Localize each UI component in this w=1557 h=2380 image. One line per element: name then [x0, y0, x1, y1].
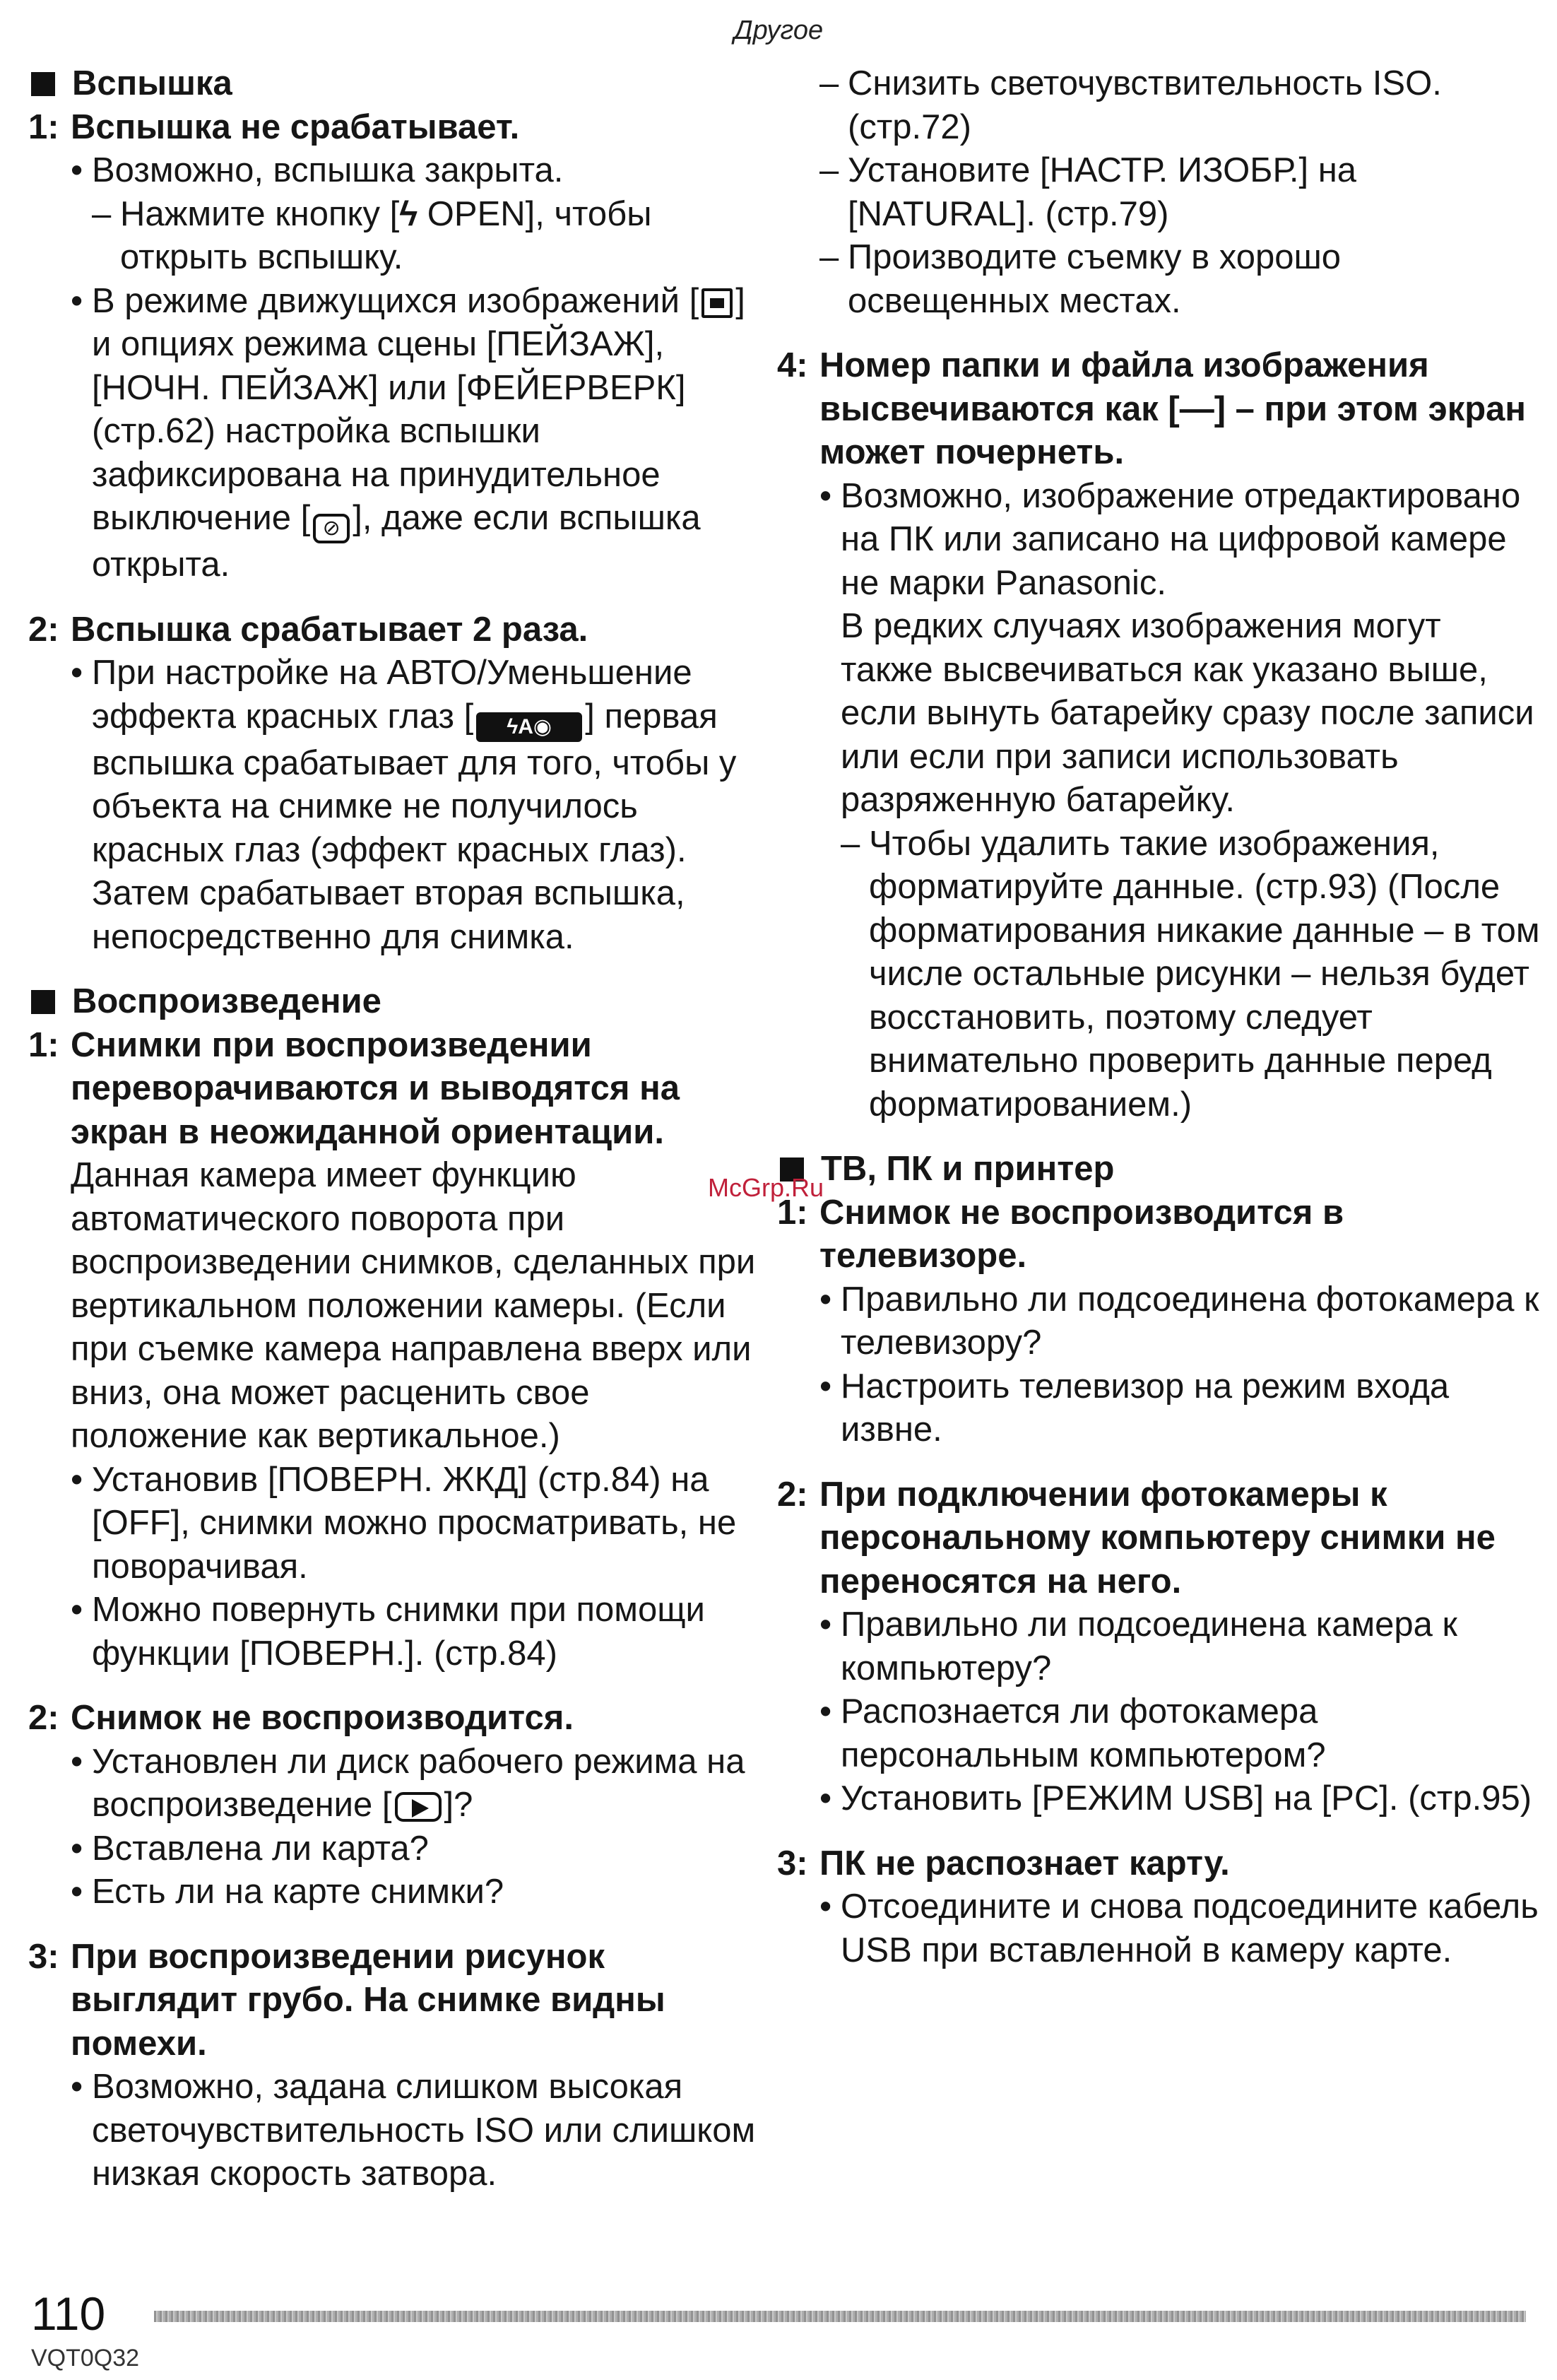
- item-playback-4: [777, 344, 1540, 1126]
- item-number: 1:: [777, 1193, 808, 1232]
- item-question: Снимок не воспроизводится.: [71, 1699, 574, 1737]
- bullet-text: Установлен ли диск рабочего режима на воспроизведение [: [92, 1742, 745, 1824]
- dash-item: – Снизить светочувствительность ISO. (стр.72): [819, 64, 1442, 146]
- item-flash-1: [28, 106, 756, 150]
- bullet: • Возможно, задана слишком высокая светочувствительность ISO или слишком низкая скорость затвора.: [71, 2068, 756, 2193]
- item-number: 1:: [28, 1025, 59, 1064]
- item-question: Снимок не воспроизводится в телевизоре.: [819, 1193, 1344, 1275]
- dash-text: Производите съемку в хорошо освещенных местах.: [848, 238, 1342, 320]
- bullet: • Установить [РЕЖИМ USB] на [PC]. (стр.95): [819, 1779, 1532, 1818]
- item-paragraph: В редких случаях изображения могут также высвечиваться как указано выше, если вынуть батарейку сразу после записи или если при записи использовать разряженную батарейку.: [841, 607, 1534, 819]
- item-question: Номер папки и файла изображения высвечиваются как [—] – при этом экран может почернеть.: [819, 346, 1527, 471]
- dash-item: – Чтобы удалить такие изображения, форматируйте данные. (стр.93) (После форматирования никакие данные – в том числе остальные рисунки – нельзя будет восстановить, поэтому следует внимательно проверить данные перед форматированием.): [841, 824, 1540, 1124]
- bullet-text: Распознается ли фотокамера персональным компьютером?: [841, 1692, 1326, 1774]
- item-number: 3:: [28, 1937, 59, 1976]
- bullet-text: Есть ли на карте снимки?: [92, 1873, 504, 1911]
- bullet: • Правильно ли подсоединена фотокамера к телевизору?: [819, 1280, 1539, 1362]
- flash-bolt-icon: ϟ: [399, 194, 418, 233]
- watermark: McGrp.Ru: [708, 1173, 824, 1202]
- flash-off-icon: ⊘: [313, 514, 350, 543]
- bullet-text: Настроить телевизор на режим входа извне.: [841, 1367, 1450, 1449]
- document-code: VQT0Q32: [31, 2345, 140, 2372]
- bullet-text: Правильно ли подсоединена фотокамера к телевизору?: [841, 1280, 1539, 1362]
- motion-picture-icon: [701, 288, 733, 318]
- bullet-text: Возможно, изображение отредактировано на ПК или записано на цифровой камере не марки Panasonic.: [841, 476, 1521, 602]
- section-title: ТВ, ПК и принтер: [821, 1150, 1115, 1188]
- bullet: • Вставлена ли карта?: [71, 1829, 429, 1868]
- right-column: [777, 62, 1540, 1972]
- item-tv-1: [777, 1191, 1540, 1452]
- dash-text: OPEN], чтобы открыть вспышку.: [120, 194, 652, 276]
- bullet: • Распознается ли фотокамера персональным компьютером?: [819, 1692, 1326, 1774]
- item-number: 2:: [777, 1475, 808, 1514]
- bullet-text: Установить [РЕЖИМ USB] на [PC]. (стр.95): [841, 1779, 1532, 1818]
- section-title: Воспроизведение: [72, 982, 381, 1020]
- item-question: Вспышка не срабатывает.: [71, 107, 520, 146]
- left-column: [28, 62, 756, 2196]
- item-tv-3: [777, 1842, 1540, 1973]
- bullet-text: ] и опциях режима сцены [ПЕЙЗАЖ], [НОЧН. ПЕЙЗАЖ] или [ФЕЙЕРВЕРК] (стр.62) настройка вспышки зафиксирована на принудительное выключение [: [92, 281, 745, 537]
- bullet-text: Можно повернуть снимки при помощи функции [ПОВЕРН.]. (стр.84): [92, 1591, 705, 1673]
- bullet-text: ], даже если вспышка открыта.: [92, 499, 701, 584]
- item-playback-2: [28, 1697, 756, 1914]
- item-number: 2:: [28, 1699, 59, 1737]
- bullet: • Есть ли на карте снимки?: [71, 1873, 504, 1911]
- bullet-text: В режиме движущихся изображений [: [92, 281, 699, 320]
- item-paragraph: Данная камера имеет функцию автоматического поворота при воспроизведении снимков, сделанных при вертикальном положении камеры. (Если при съемке камера направлена вверх или вниз, она может расценить свое положение как вертикальное.): [71, 1156, 756, 1455]
- item-flash-2: [28, 608, 756, 960]
- section-tv-pc-printer: [777, 1148, 1540, 1191]
- bullet-text: ]?: [444, 1786, 473, 1824]
- auto-redeye-icon: ϟA◉: [476, 712, 582, 742]
- bullet: • Возможно, изображение отредактировано на ПК или записано на цифровой камере не марки Panasonic.: [819, 476, 1521, 602]
- dash-item: – Установите [НАСТР. ИЗОБР.] на [NATURAL]. (стр.79): [819, 151, 1357, 233]
- dash-item: – Нажмите кнопку [ϟ OPEN], чтобы открыть вспышку.: [92, 194, 652, 276]
- bullet-text: При настройке на АВТО/Уменьшение эффекта красных глаз [: [92, 654, 692, 736]
- item-number: 3:: [777, 1844, 808, 1883]
- bullet: • Настроить телевизор на режим входа извне.: [819, 1367, 1450, 1449]
- item-number: 2:: [28, 610, 59, 649]
- item-playback-1: [28, 1024, 756, 1676]
- bullet-text: Установив [ПОВЕРН. ЖКД] (стр.84) на [OFF], снимки можно просматривать, не поворачивая.: [92, 1460, 737, 1586]
- bullet-text: Вставлена ли карта?: [92, 1829, 429, 1868]
- page-header: Другое: [733, 16, 824, 45]
- section-flash: [28, 62, 756, 106]
- bullet: • Отсоедините и снова подсоедините кабель USB при вставленной в камеру карте.: [819, 1887, 1539, 1969]
- section-marker-icon: [31, 990, 55, 1014]
- bullet: • Установив [ПОВЕРН. ЖКД] (стр.84) на [OFF], снимки можно просматривать, не поворачивая.: [71, 1460, 737, 1586]
- dash-text: Установите [НАСТР. ИЗОБР.] на [NATURAL]. (стр.79): [848, 151, 1357, 233]
- dash-item: – Производите съемку в хорошо освещенных местах.: [819, 238, 1342, 320]
- bullet: • В режиме движущихся изображений [ ] и опциях режима сцены [ПЕЙЗАЖ], [НОЧН. ПЕЙЗАЖ] или [ФЕЙЕРВЕРК] (стр.62) настройка вспышки зафиксирована на принудительное выключение [ ⊘ ], даже если вспышка открыта.: [71, 281, 745, 584]
- item-number: 4:: [777, 346, 808, 384]
- dash-text: Чтобы удалить такие изображения, форматируйте данные. (стр.93) (После форматирования никакие данные – в том числе остальные рисунки – нельзя будет восстановить, поэтому следует внимательно проверить данные перед форматированием.): [869, 824, 1540, 1124]
- playback-icon: [395, 1792, 442, 1822]
- section-playback: [28, 980, 756, 1024]
- bullet-text: Возможно, задана слишком высокая светочувствительность ISO или слишком низкая скорость затвора.: [92, 2068, 756, 2193]
- bullet-text: Возможно, вспышка закрыта.: [92, 151, 564, 189]
- bullet-text: Правильно ли подсоединена камера к компьютеру?: [841, 1606, 1457, 1687]
- footer-rule: [154, 2311, 1526, 2322]
- dash-text: Нажмите кнопку [: [120, 194, 400, 233]
- item-question: ПК не распознает карту.: [819, 1844, 1230, 1883]
- item-tv-2: [777, 1473, 1540, 1821]
- item-playback-3: [28, 1936, 756, 2196]
- bullet: • Возможно, вспышка закрыта.: [71, 151, 564, 189]
- item-question: При воспроизведении рисунок выглядит грубо. На снимке видны помехи.: [71, 1937, 665, 2063]
- item-flash-1-body: [28, 149, 756, 587]
- dash-text: Снизить светочувствительность ISO. (стр.72): [848, 64, 1442, 146]
- bullet: • Правильно ли подсоединена камера к компьютеру?: [819, 1606, 1457, 1687]
- bullet: • Можно повернуть снимки при помощи функции [ПОВЕРН.]. (стр.84): [71, 1591, 705, 1673]
- section-marker-icon: [31, 72, 55, 96]
- item-question: Вспышка срабатывает 2 раза.: [71, 610, 588, 649]
- item-question: При подключении фотокамеры к персональному компьютеру снимки не переносятся на него.: [819, 1475, 1496, 1601]
- bullet: • При настройке на АВТО/Уменьшение эффекта красных глаз [ ϟA◉ ] первая вспышка срабатывает для того, чтобы у объекта на снимке не получилось красных глаз (эффект красных глаз). Затем срабатывает вторая вспышка, непосредственно для снимка.: [71, 654, 737, 956]
- item-question: Снимки при воспроизведении переворачиваются и выводятся на экран в неожиданной ориентации.: [71, 1025, 680, 1151]
- section-title: Вспышка: [72, 64, 232, 102]
- page-number: 110: [31, 2287, 106, 2340]
- bullet-text: ] первая вспышка срабатывает для того, чтобы у объекта на снимке не получилось красных глаз (эффект красных глаз). Затем срабатывает вторая вспышка, непосредственно для снимка.: [92, 697, 737, 956]
- item-number: 1:: [28, 107, 59, 146]
- bullet: • Установлен ли диск рабочего режима на воспроизведение [ ]?: [71, 1742, 745, 1824]
- bullet-text: Отсоедините и снова подсоедините кабель USB при вставленной в камеру карте.: [841, 1887, 1539, 1969]
